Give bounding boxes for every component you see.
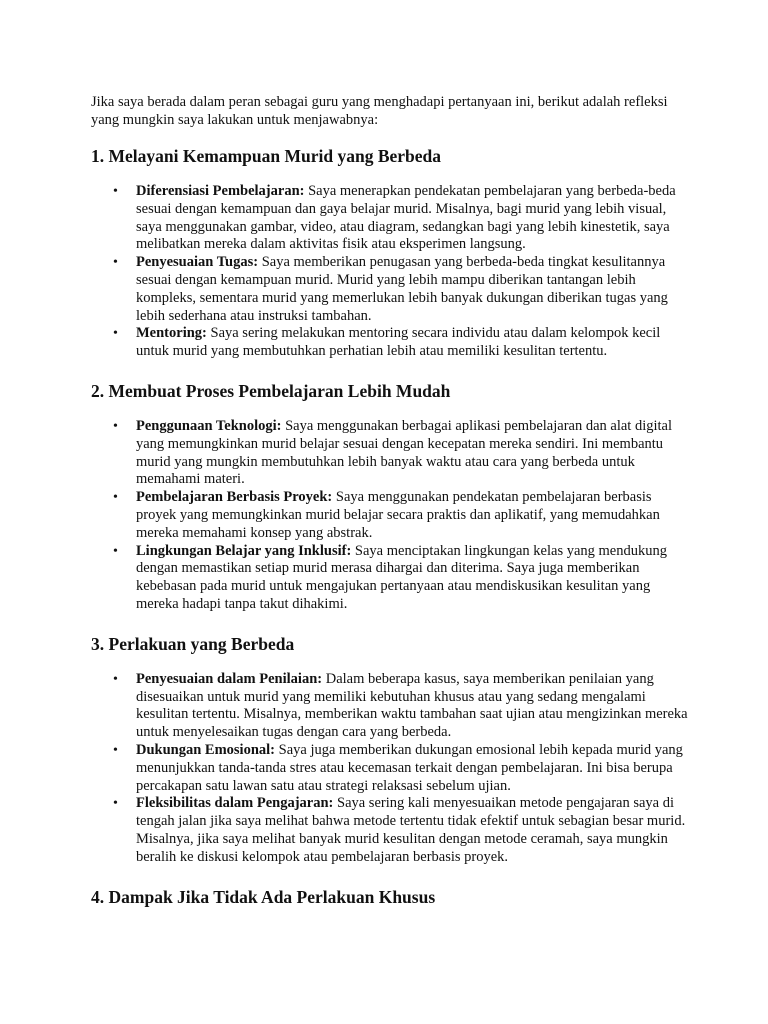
section-heading: 1. Melayani Kemampuan Murid yang Berbeda — [91, 146, 442, 166]
list-item — [91, 671, 691, 742]
bullet-list — [91, 418, 691, 614]
bullet-icon: • — [113, 543, 118, 559]
intro-paragraph: Jika saya berada dalam peran sebagai guru yang menghadapi pertanyaan ini, berikut adalah refleksi yang mungkin saya lakukan untuk menjawabnya: — [91, 94, 668, 128]
item-text: Saya juga memberikan dukungan emosional lebih kepada murid yang menunjukkan tanda-tanda stres atau kecemasan terkait dengan pembelajaran. Ini bisa berupa percakapan satu lawan satu atau strategi relaksasi sebelum ujian. — [136, 741, 683, 794]
item-term: Penggunaan Teknologi: — [136, 417, 282, 434]
list-item — [91, 742, 691, 795]
bullet-list — [91, 183, 691, 361]
item-text: Saya memberikan penugasan yang berbeda-beda tingkat kesulitannya sesuai dengan kemampuan murid. Murid yang lebih mampu diberikan tantangan lebih kompleks, sementara murid yang memerlukan lebih banyak dukungan diberikan tugas yang lebih sederhana atau instruksi tambahan. — [136, 254, 668, 324]
document-page — [91, 94, 691, 924]
item-text: Saya menggunakan berbagai aplikasi pembelajaran dan alat digital yang memungkinkan murid belajar sesuai dengan kecepatan mereka sendiri. Ini membantu murid yang mungkin membutuhkan lebih banyak waktu atau cara yang berbeda untuk memahami materi. — [136, 417, 672, 488]
bullet-icon: • — [113, 184, 118, 199]
list-item — [91, 325, 691, 361]
list-item — [91, 795, 691, 866]
bullet-icon: • — [113, 326, 118, 342]
section-heading: 4. Dampak Jika Tidak Ada Perlakuan Khusus — [91, 886, 436, 907]
item-term: Fleksibilitas dalam Pengajaran: — [136, 795, 334, 812]
item-term: Penyesuaian Tugas: — [136, 254, 259, 271]
bullet-icon: • — [113, 418, 118, 434]
bullet-icon: • — [113, 490, 118, 506]
item-text: Saya menerapkan pendekatan pembelajaran yang berbeda-beda sesuai dengan kemampuan dan gaya belajar murid. Misalnya, bagi murid yang lebih visual, saya menggunakan gambar, video, atau diagram, sedangkan bagi yang lebih kinestetik, saya melibatkan mereka dalam aktivitas fisik atau eksperimen langsung. — [136, 183, 676, 253]
list-item — [91, 254, 691, 325]
item-text: Saya sering melakukan mentoring secara individu atau dalam kelompok kecil untuk murid yang membutuhkan perhatian lebih atau memiliki kesulitan tertentu. — [136, 325, 661, 360]
bullet-icon: • — [113, 742, 118, 758]
list-item — [91, 418, 691, 489]
item-term: Diferensiasi Pembelajaran: — [136, 183, 305, 199]
bullet-list — [91, 671, 691, 867]
bullet-icon: • — [113, 671, 118, 687]
item-text: Saya menciptakan lingkungan kelas yang mendukung dengan memastikan setiap murid merasa dihargai dan diterima. Saya juga memberikan kebebasan pada murid untuk mengajukan pertanyaan atau mendiskusikan kesulitan yang mereka hadapi tanpa takut dihakimi. — [136, 542, 667, 612]
item-text: Saya menggunakan pendekatan pembelajaran berbasis proyek yang memungkinkan murid belajar secara praktis dan aplikatif, yang memudahkan mereka memahami konsep yang abstrak. — [136, 489, 660, 541]
section-heading: 2. Membuat Proses Pembelajaran Lebih Mudah — [91, 380, 451, 401]
list-item — [91, 543, 691, 614]
item-term: Penyesuaian dalam Penilaian: — [136, 670, 323, 687]
list-item — [91, 489, 691, 542]
item-term: Dukungan Emosional: — [136, 741, 276, 758]
item-term: Mentoring: — [136, 325, 207, 342]
bullet-icon: • — [113, 255, 118, 271]
item-term: Lingkungan Belajar yang Inklusif: — [136, 542, 352, 559]
bullet-icon: • — [113, 796, 118, 812]
item-text: Saya sering kali menyesuaikan metode pengajaran saya di tengah jalan jika saya melihat bahwa metode tertentu tidak efektif untuk sebagian besar murid. Misalnya, jika saya melihat banyak murid kesulitan dengan metode ceramah, saya mungkin beralih ke diskusi kelompok atau pembelajaran berbasis proyek. — [136, 795, 686, 865]
item-text: Dalam beberapa kasus, saya memberikan penilaian yang disesuaikan untuk murid yang memiliki kebutuhan khusus atau yang sedang mengalami kesulitan tertentu. Misalnya, memberikan waktu tambahan saat ujian atau mengizinkan mereka untuk menyelesaikan tugas dengan cara yang berbeda. — [136, 670, 688, 741]
list-item — [91, 183, 691, 254]
item-term: Pembelajaran Berbasis Proyek: — [136, 489, 333, 506]
section-heading: 3. Perlakuan yang Berbeda — [91, 633, 295, 654]
